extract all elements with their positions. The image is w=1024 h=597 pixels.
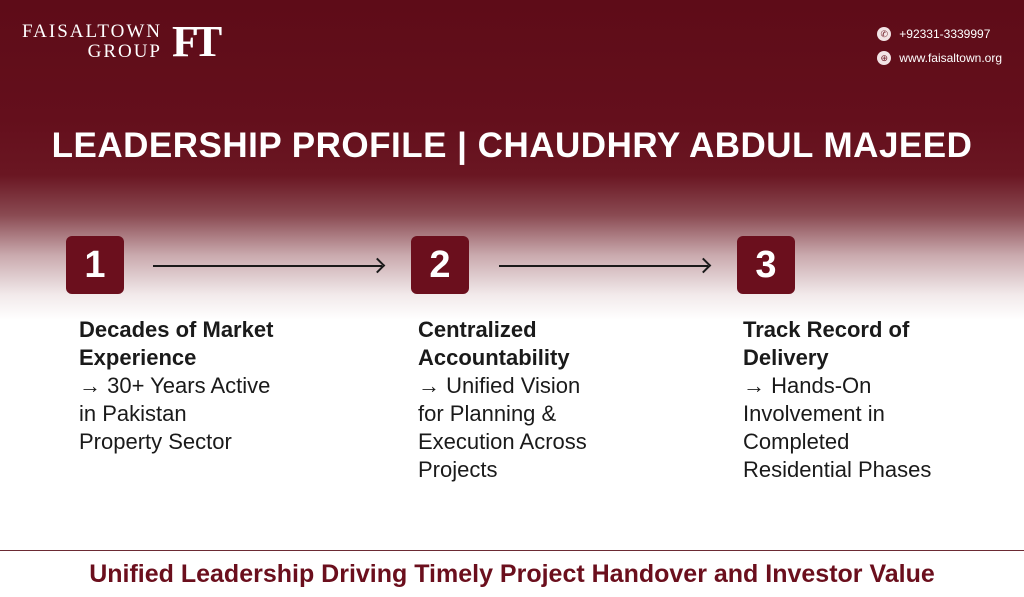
contact-phone <box>877 26 1002 42</box>
step-3-badge: 3 <box>737 236 795 294</box>
step-3-body-line-3: Completed <box>743 429 850 454</box>
contact-website[interactable] <box>877 50 1002 66</box>
faisaltown-logo <box>22 17 217 66</box>
contact-info <box>877 26 1002 74</box>
website-link[interactable]: www.faisaltown.org <box>899 51 1002 65</box>
logo-line-2: GROUP <box>87 41 162 62</box>
step-3-heading-line-2: Delivery <box>743 345 829 370</box>
step-1-heading-line-2: Experience <box>79 345 197 370</box>
logo-wordmark <box>22 22 162 62</box>
globe-icon: ⊕ <box>877 51 891 65</box>
footer-tagline: Unified Leadership Driving Timely Project Handover and Investor Value <box>89 560 935 588</box>
step-1-body-line-1: → 30+ Years Active <box>79 373 271 398</box>
step-2-body-line-2: for Planning & <box>418 401 557 426</box>
step-1-heading-line-1: Decades of Market <box>79 317 274 342</box>
arrow-1-to-2 <box>153 265 382 267</box>
step-2-body-line-4: Projects <box>418 457 498 482</box>
phone-icon: ✆ <box>877 27 891 41</box>
step-3-body-line-2: Involvement in <box>743 401 885 426</box>
step-2-body-line-1: → Unified Vision <box>418 373 581 398</box>
step-1-badge: 1 <box>66 236 124 294</box>
phone-number: +92331-3339997 <box>899 27 991 41</box>
slide-title: LEADERSHIP PROFILE | CHAUDHRY ABDUL MAJEED <box>51 126 973 165</box>
step-2-heading-line-2: Accountability <box>418 345 570 370</box>
logo-line-1: FAISALTOWN <box>22 21 162 43</box>
arrow-2-to-3 <box>499 265 708 267</box>
step-3-body-line-1: → Hands-On <box>743 373 872 398</box>
step-2-body-line-3: Execution Across <box>418 429 587 454</box>
step-3-body-line-4: Residential Phases <box>743 457 932 482</box>
step-1-content <box>79 316 273 456</box>
footer-divider <box>0 550 1024 551</box>
step-2-content <box>418 316 587 484</box>
step-3-heading-line-1: Track Record of <box>743 317 910 342</box>
step-1-body-line-3: Property Sector <box>79 429 232 454</box>
step-3-content <box>743 316 931 484</box>
step-2-heading-line-1: Centralized <box>418 317 537 342</box>
step-2-badge: 2 <box>411 236 469 294</box>
logo-monogram: FT <box>172 17 217 66</box>
step-1-body-line-2: in Pakistan <box>79 401 187 426</box>
